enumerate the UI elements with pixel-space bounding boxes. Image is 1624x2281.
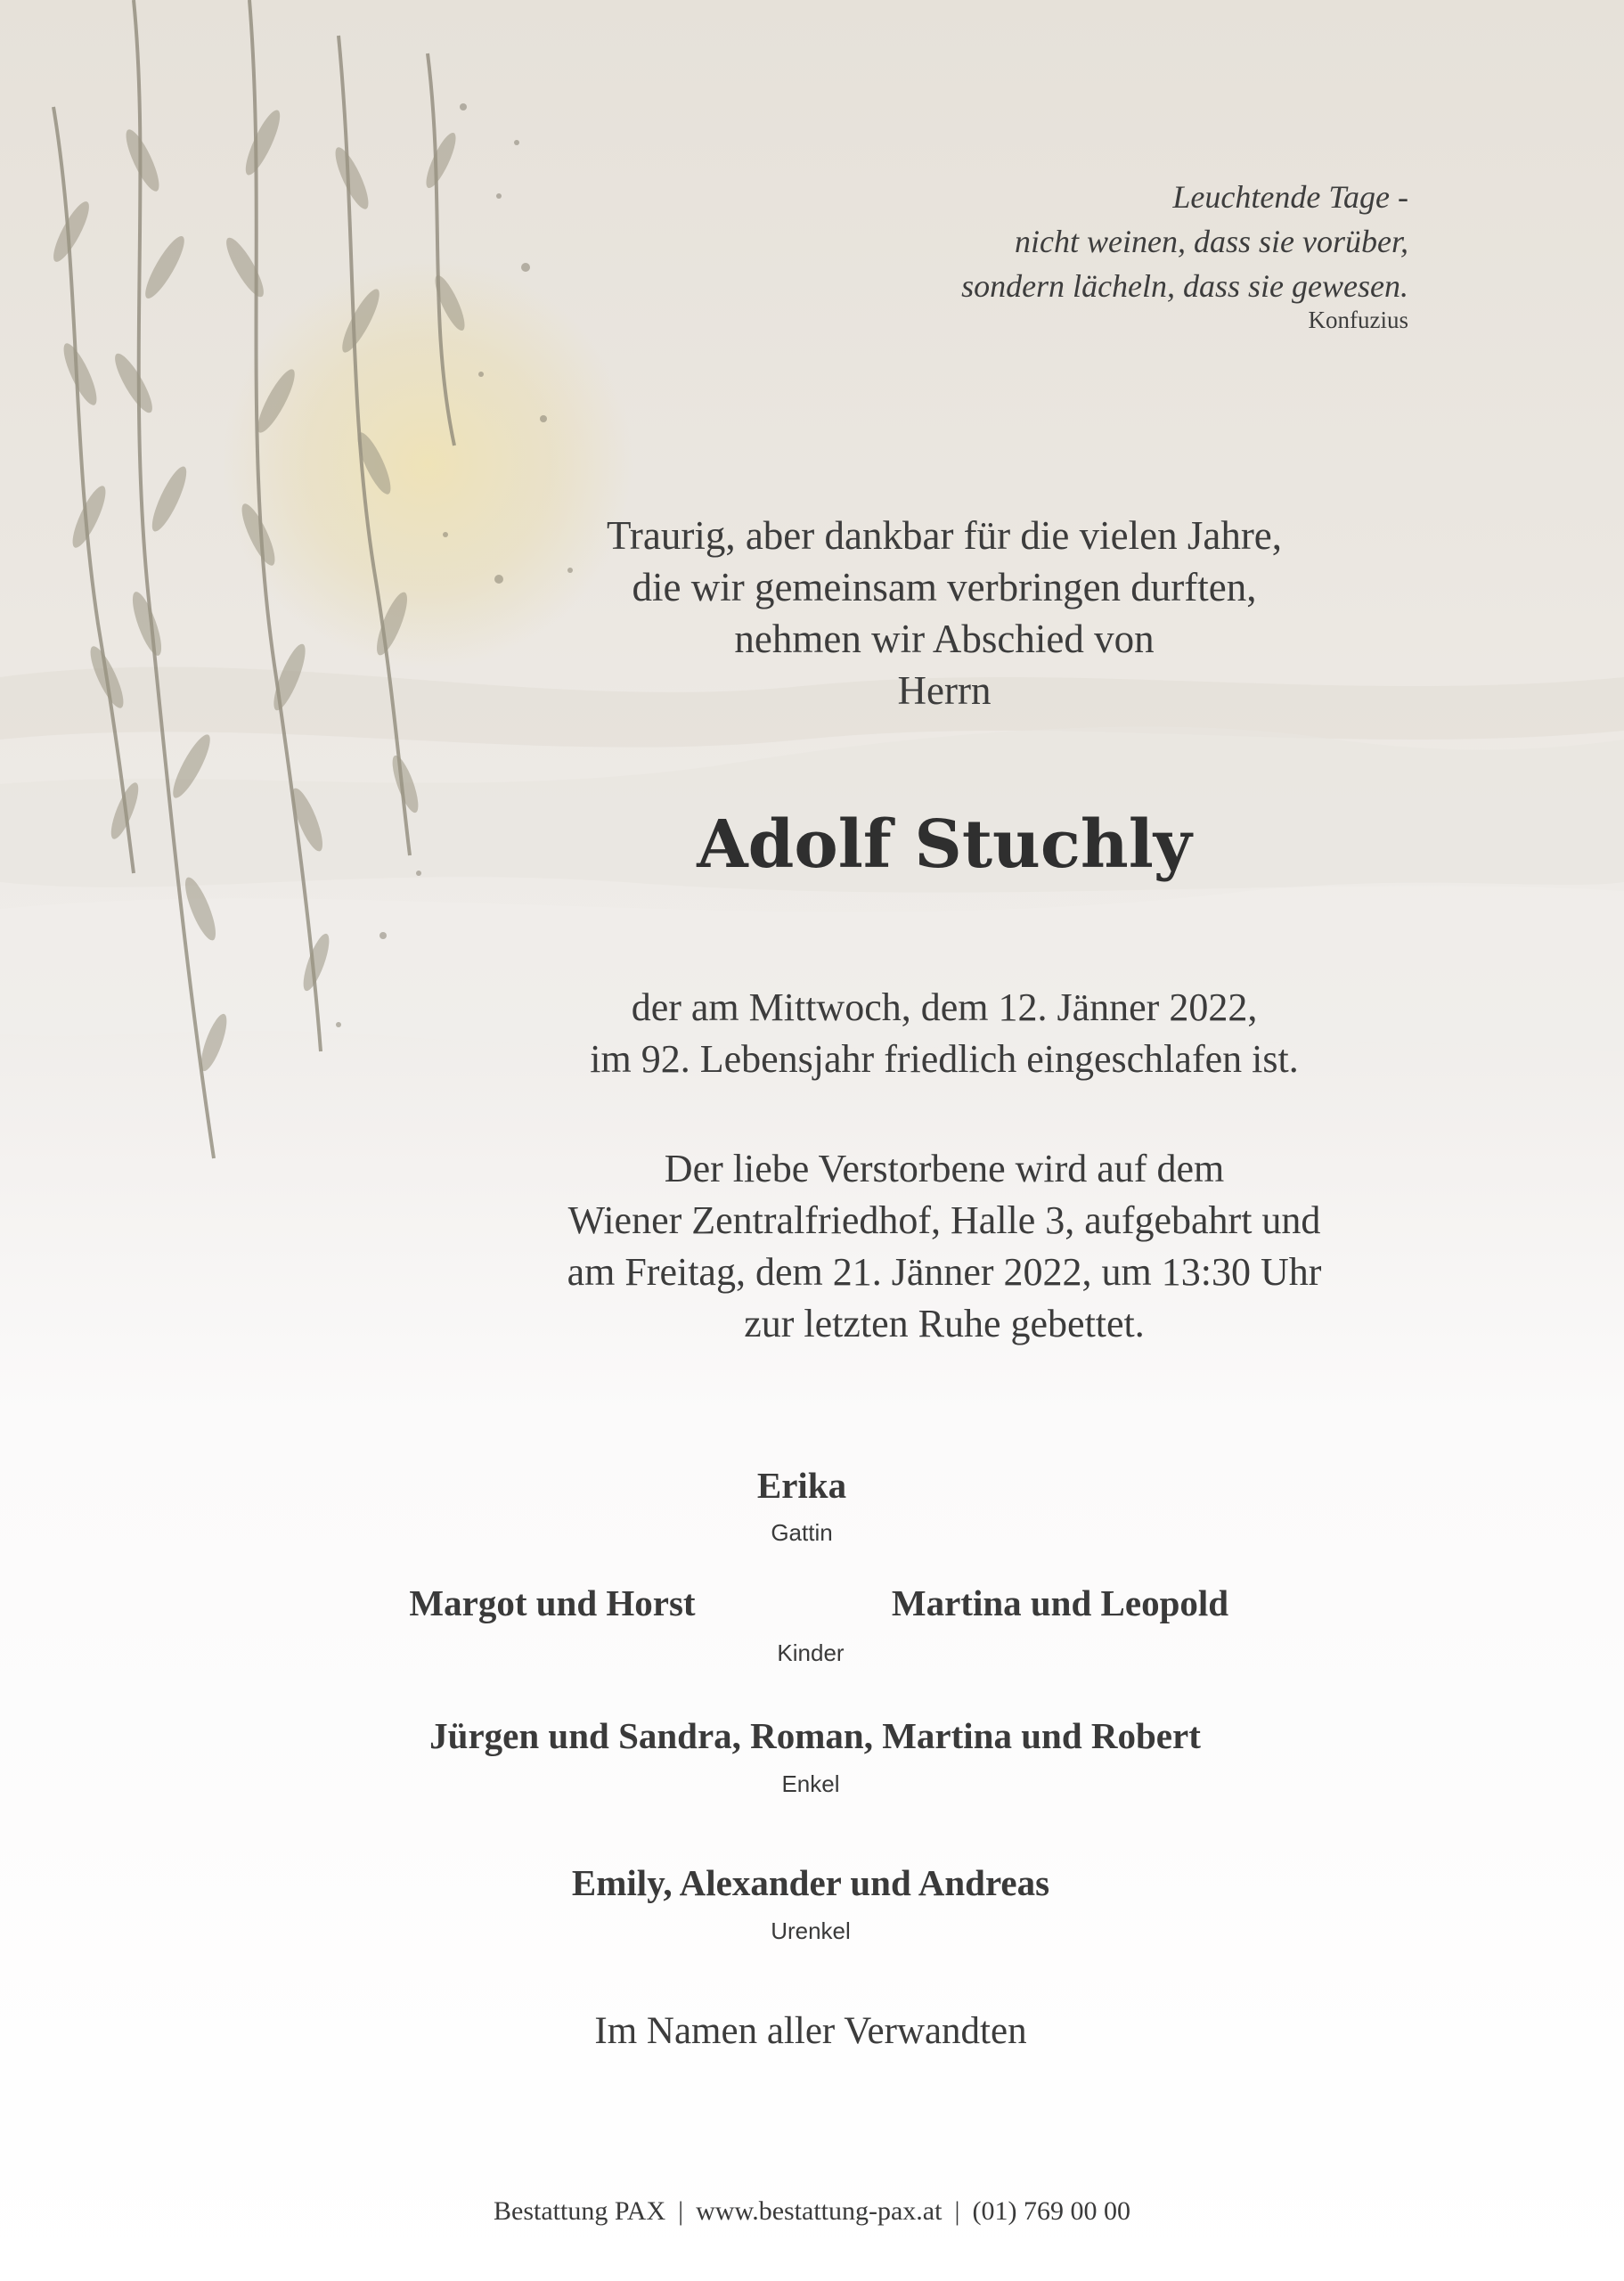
children-relation: Kinder [777,1639,845,1666]
child-names: Martina und Leopold [891,1582,1229,1623]
grandchildren-names: Jürgen und Sandra, Roman, Martina und Robert [429,1715,1201,1756]
quote-line: nicht weinen, dass sie vorüber, [1015,224,1408,259]
great-grandchildren-names: Emily, Alexander und Andreas [571,1862,1050,1903]
footer-phone: (01) 769 00 00 [972,2196,1130,2226]
grandchildren-relation: Enkel [781,1770,840,1797]
quote-line: Leuchtende Tage - [1172,179,1408,215]
intro-text [499,510,1390,716]
intro-line: Herrn [897,668,992,713]
burial-line: zur letzten Ruhe gebettet. [744,1302,1145,1345]
quote-line: sondern lächeln, dass sie gewesen. [961,268,1408,304]
deceased-name: Adolf Stuchly [697,806,1192,883]
intro-line: die wir gemeinsam verbringen durften, [632,565,1257,609]
footer-separator: | [678,2196,684,2226]
burial-line: am Freitag, dem 21. Jänner 2022, um 13:30 Uhr [567,1250,1322,1294]
footer [356,2196,1268,2227]
signoff: Im Namen aller Verwandten [594,2010,1027,2052]
death-line: im 92. Lebensjahr friedlich eingeschlafen ist. [590,1037,1299,1081]
quote-author: Konfuzius [1308,307,1408,333]
death-line: der am Mittwoch, dem 12. Jänner 2022, [631,985,1258,1029]
footer-website: www.bestattung-pax.at [696,2196,943,2226]
spouse-name: Erika [756,1465,847,1506]
intro-line: nehmen wir Abschied von [734,617,1155,661]
burial-line: Wiener Zentralfriedhof, Halle 3, aufgebahrt und [567,1198,1321,1242]
child-names: Margot und Horst [409,1582,696,1623]
footer-separator: | [954,2196,960,2226]
quote [785,175,1408,308]
intro-line: Traurig, aber dankbar für die vielen Jahre, [606,513,1283,558]
great-grandchildren-relation: Urenkel [771,1917,851,1944]
burial-notice [463,1143,1425,1350]
footer-company: Bestattung PAX [494,2196,666,2226]
spouse-relation: Gattin [771,1519,833,1546]
death-notice [463,982,1425,1085]
burial-line: Der liebe Verstorbene wird auf dem [664,1147,1225,1190]
